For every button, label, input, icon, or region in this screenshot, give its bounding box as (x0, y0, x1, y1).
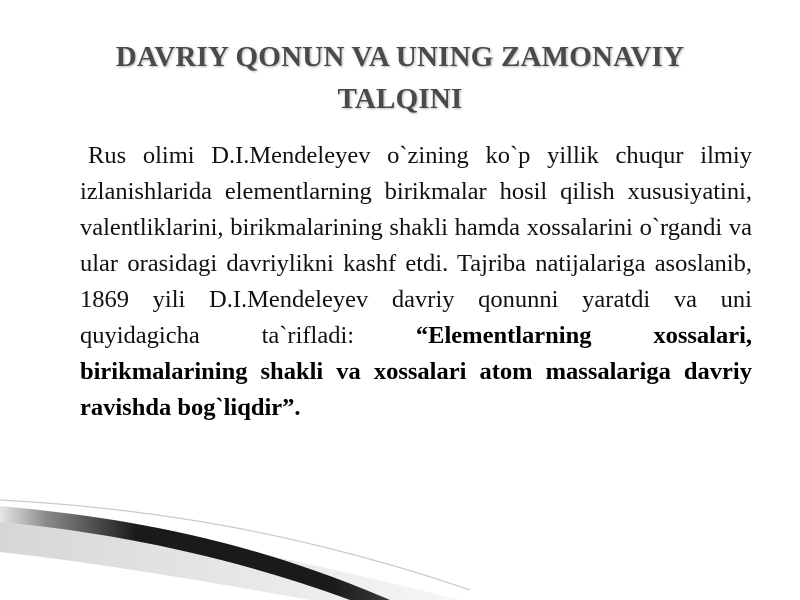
title-line-2: TALQINI (337, 83, 463, 115)
paragraph-plain-text: Rus olimi D.I.Mendeleyev o`zining ko`p yillik chuqur ilmiy izlanishlarida elementlarning birikmalar hosil qilish xususiyatini, valentliklarini, birikmalarining shakli hamda xossalarini o`rgandi va ular orasidagi davriylikni kashf etdi. Tajriba natijalariga asoslanib, 1869 yili D.I.Mendeleyev davriy qonunni yaratdi va uni quyidagicha ta`rifladi: (80, 142, 752, 349)
slide-body-paragraph (80, 138, 752, 426)
slide-title (40, 36, 760, 120)
swoosh-light-band (0, 512, 460, 600)
title-line-1: DAVRIY QONUN VA UNING ZAMONAVIY (115, 41, 685, 73)
swoosh-dark-band (0, 506, 390, 600)
swoosh-thin-line (0, 500, 470, 590)
paragraph-bold-definition: “Elementlarning xossalari, birikmalarining shakli va xossalari atom massalariga davriy ravishda bog`liqdir”. (80, 322, 752, 421)
